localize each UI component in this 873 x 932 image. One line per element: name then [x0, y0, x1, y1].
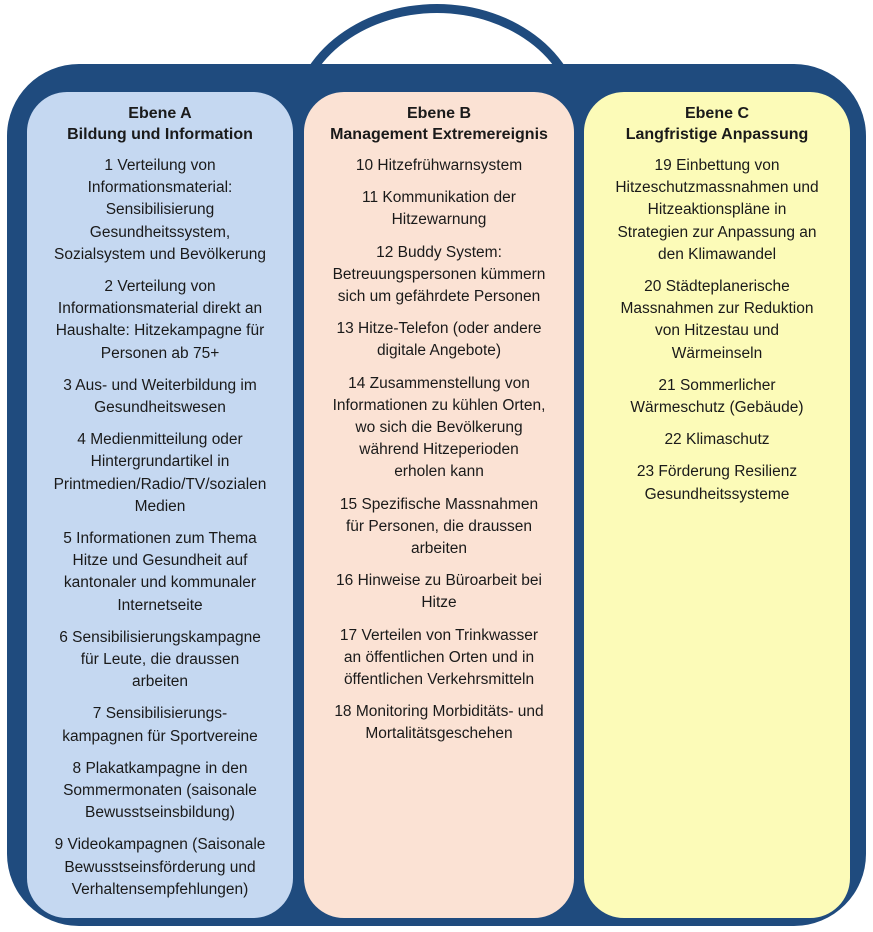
measure-item: 3 Aus- und Weiterbildung im Gesundheitswesen: [63, 376, 257, 417]
measure-item: 20 Städteplanerische Massnahmen zur Reduktion von Hitzestau und Wärmeinseln: [620, 278, 814, 362]
measure-item: 7 Sensibilisierungs- kampagnen für Sportvereine: [62, 705, 258, 745]
column-title: [592, 103, 842, 145]
column-ebene-a: [27, 92, 293, 918]
measure-item: 6 Sensibilisierungskampagne für Leute, die draussen arbeiten: [59, 628, 261, 691]
column-subtitle: Bildung und Information: [67, 126, 253, 143]
measure-item: 10 Hitzefrühwarnsystem: [355, 157, 523, 174]
measure-item: 15 Spezifische Massnahmen für Personen, die draussen arbeiten: [339, 495, 539, 558]
column-ebene-c: [584, 92, 850, 918]
measure-item: 21 Sommerlicher Wärmeschutz (Gebäude): [630, 376, 804, 417]
column-ebene-b: [304, 92, 574, 918]
measure-item: 2 Verteilung von Informationsmaterial direkt an Haushalte: Hitzekampagne für Personen ab 75+: [55, 278, 265, 362]
column-title: [312, 103, 566, 145]
measure-item: 8 Plakatkampagne in den Sommermonaten (saisonale Bewusstseinsbildung): [63, 759, 257, 822]
measure-item: 23 Förderung Resilienz Gesundheitssysteme: [636, 463, 798, 503]
measure-item: 9 Videokampagnen (Saisonale Bewusstseinsförderung und Verhaltensempfehlungen): [54, 836, 266, 898]
measure-item: 16 Hinweise zu Büroarbeit bei Hitze: [336, 572, 542, 612]
measure-item: 1 Verteilung von Informationsmaterial: Sensibilisierung Gesundheitssystem, Sozialsystem und Bevölkerung: [54, 157, 266, 263]
column-subtitle: Langfristige Anpassung: [625, 126, 809, 143]
measure-item: 19 Einbettung von Hitzeschutzmassnahmen und Hitzeaktionspläne in Strategien zur Anpassung an den Klimawandel: [615, 157, 819, 263]
column-title: [35, 103, 285, 145]
column-level: Ebene B: [406, 105, 471, 122]
column-level: Ebene C: [684, 105, 749, 122]
measure-item: 18 Monitoring Morbiditäts- und Mortalitätsgeschehen: [334, 703, 544, 743]
column-subtitle: Management Extremereignis: [330, 126, 548, 143]
measure-item: 17 Verteilen von Trinkwasser an öffentlichen Orten und in öffentlichen Verkehrsmitteln: [339, 626, 539, 689]
measure-item: 12 Buddy System: Betreuungspersonen kümmern sich um gefährdete Personen: [332, 243, 546, 306]
measure-item: 11 Kommunikation der Hitzewarnung: [362, 189, 516, 229]
column-level: Ebene A: [128, 105, 192, 122]
measure-item: 22 Klimaschutz: [664, 431, 770, 449]
measure-item: 4 Medienmitteilung oder Hintergrundartikel in Printmedien/Radio/TV/sozialen Medien: [53, 431, 267, 515]
measure-item: 13 Hitze-Telefon (oder andere digitale Angebote): [336, 320, 542, 360]
measure-item: 14 Zusammenstellung von Informationen zu kühlen Orten, wo sich die Bevölkerung während Hitzeperioden erholen kann: [332, 374, 546, 481]
measure-item: 5 Informationen zum Thema Hitze und Gesundheit auf kantonaler und kommunaler Internetseite: [63, 530, 257, 614]
